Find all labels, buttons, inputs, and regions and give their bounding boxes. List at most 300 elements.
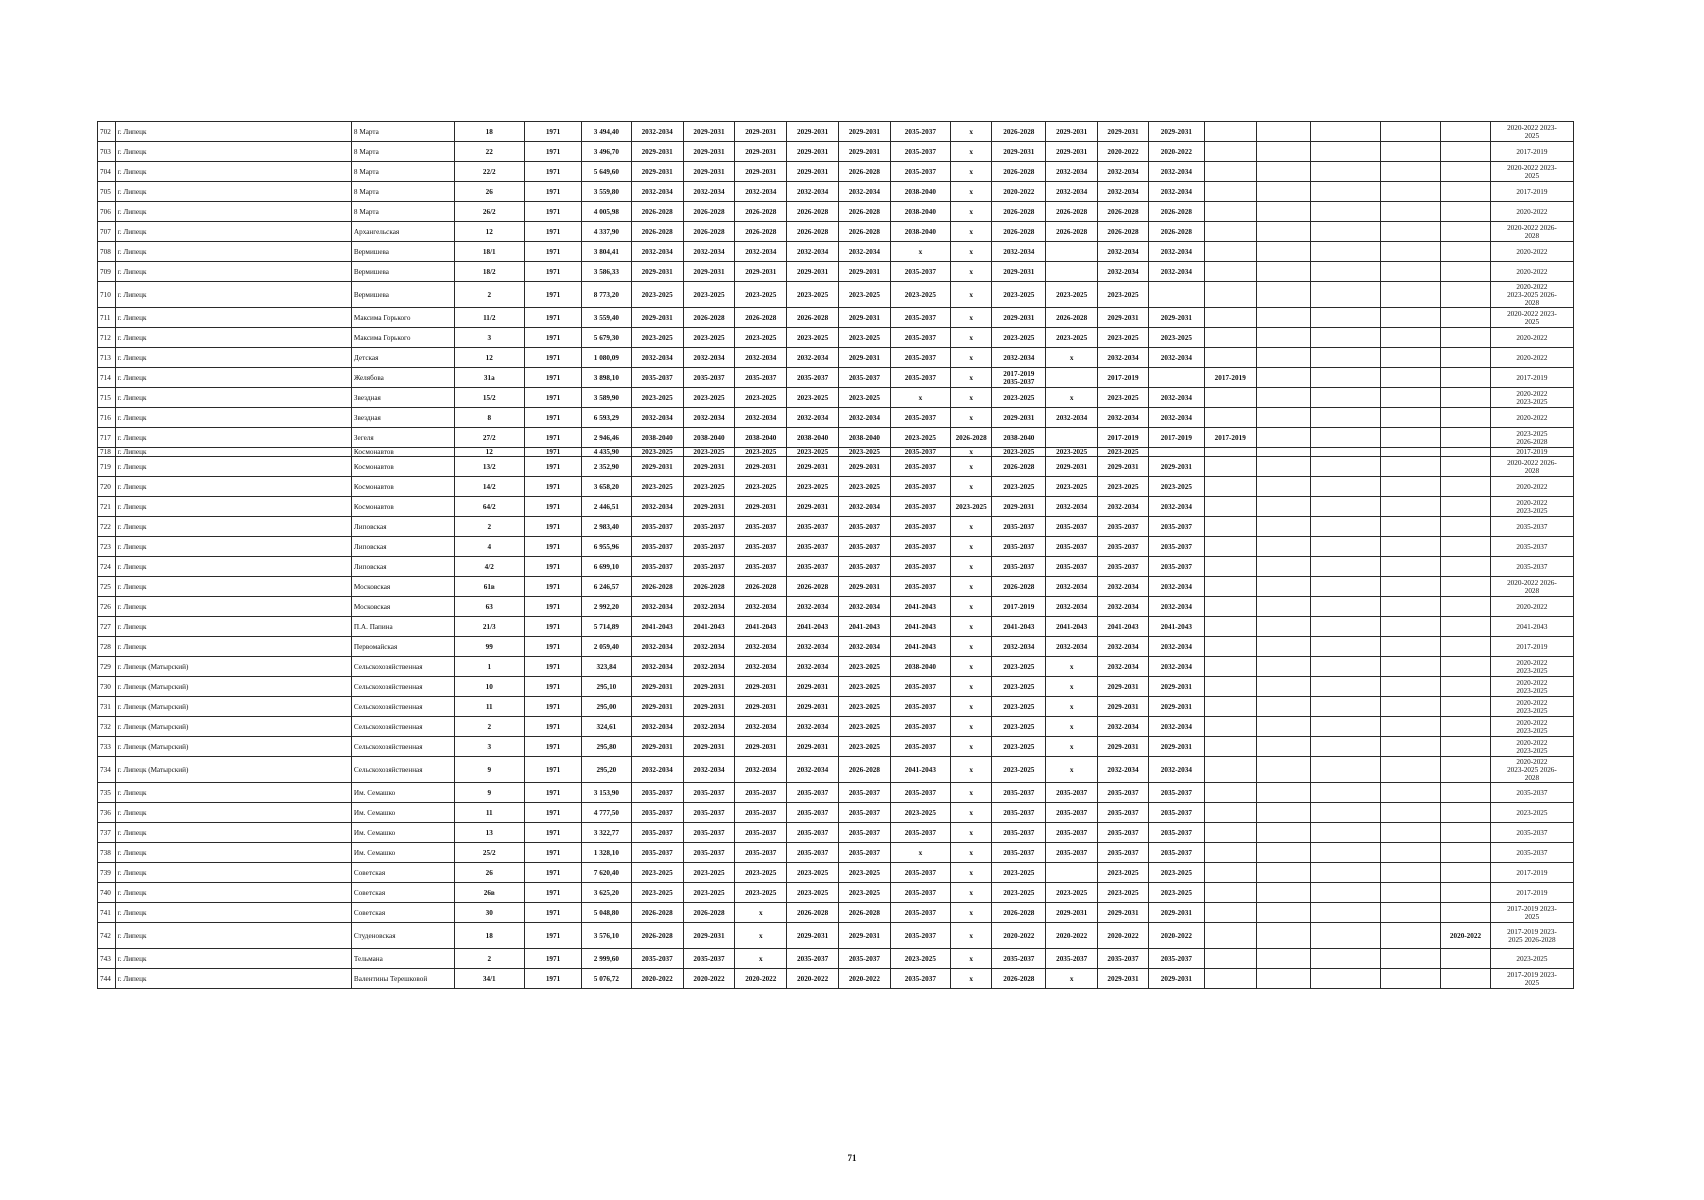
- table-cell: 2029-2031: [839, 262, 891, 282]
- table-cell: 2032-2034: [631, 182, 683, 202]
- table-cell: 742: [98, 923, 116, 949]
- table-cell: [1381, 428, 1441, 448]
- table-cell: 324,61: [582, 717, 632, 737]
- table-cell: x: [890, 843, 950, 863]
- table-cell: 2035-2037: [992, 517, 1046, 537]
- table-cell: 2029-2031: [1098, 903, 1149, 923]
- table-cell: 2029-2031: [787, 457, 839, 477]
- table-cell: [1310, 557, 1380, 577]
- table-cell: 2035-2037: [890, 969, 950, 989]
- table-cell: 2023-2025: [631, 477, 683, 497]
- table-cell: г. Липецк: [115, 803, 351, 823]
- table-row: [98, 697, 1574, 717]
- table-cell: 2023-2025: [839, 328, 891, 348]
- table-cell: 2035-2037: [1098, 949, 1149, 969]
- table-cell: 1971: [525, 142, 582, 162]
- table-cell: 2035-2037: [839, 783, 891, 803]
- table-cell: 2035-2037: [1148, 537, 1204, 557]
- table-cell: 2023-2025: [1148, 863, 1204, 883]
- table-row: [98, 637, 1574, 657]
- table-cell: 2029-2031: [631, 677, 683, 697]
- table-cell: 1971: [525, 408, 582, 428]
- table-cell: 2032-2034: [735, 348, 787, 368]
- table-cell: г. Липецк: [115, 923, 351, 949]
- table-cell: [1204, 697, 1256, 717]
- table-cell: Зегеля: [351, 428, 454, 448]
- table-cell: 2020-2022: [1490, 597, 1573, 617]
- table-cell: 707: [98, 222, 116, 242]
- table-cell: 2032-2034: [1098, 717, 1149, 737]
- table-cell: [1441, 328, 1491, 348]
- table-cell: 709: [98, 262, 116, 282]
- table-cell: [1441, 517, 1491, 537]
- table-cell: x: [950, 883, 991, 903]
- table-cell: Им. Семашко: [351, 803, 454, 823]
- table-cell: [1310, 949, 1380, 969]
- table-cell: 2035-2037: [890, 122, 950, 142]
- table-cell: Максима Горького: [351, 328, 454, 348]
- table-cell: [1256, 428, 1310, 448]
- table-cell: [1381, 577, 1441, 597]
- table-cell: 2017-2019: [992, 597, 1046, 617]
- table-cell: 4 435,90: [582, 448, 632, 457]
- table-cell: 2026-2028: [683, 222, 735, 242]
- table-cell: [1256, 717, 1310, 737]
- table-cell: 2032-2034: [735, 637, 787, 657]
- table-cell: 2032-2034: [1098, 182, 1149, 202]
- table-cell: 2029-2031: [1148, 697, 1204, 717]
- table-cell: 2035-2037: [631, 517, 683, 537]
- table-cell: [1381, 803, 1441, 823]
- table-cell: 2017-2019: [1148, 428, 1204, 448]
- table-cell: г. Липецк: [115, 348, 351, 368]
- table-cell: [1310, 617, 1380, 637]
- table-cell: 2032-2034: [992, 242, 1046, 262]
- table-cell: 2020-2022: [1046, 923, 1098, 949]
- table-cell: 2026-2028: [631, 923, 683, 949]
- table-cell: 4: [454, 537, 524, 557]
- table-cell: 2035-2037: [890, 883, 950, 903]
- table-cell: 2035-2037: [787, 949, 839, 969]
- table-cell: 1971: [525, 262, 582, 282]
- table-cell: 704: [98, 162, 116, 182]
- table-cell: 61в: [454, 577, 524, 597]
- table-cell: Тельмана: [351, 949, 454, 969]
- table-cell: 2029-2031: [683, 697, 735, 717]
- table-cell: 12: [454, 448, 524, 457]
- table-cell: 2038-2040: [631, 428, 683, 448]
- table-cell: 2035-2037: [992, 823, 1046, 843]
- table-cell: 5 714,89: [582, 617, 632, 637]
- table-cell: Липовская: [351, 537, 454, 557]
- table-cell: x: [1046, 717, 1098, 737]
- table-cell: г. Липецк: [115, 517, 351, 537]
- table-cell: 2029-2031: [787, 677, 839, 697]
- table-cell: 2023-2025 2026-2028: [1490, 428, 1573, 448]
- table-cell: 1971: [525, 282, 582, 308]
- table-cell: [1381, 843, 1441, 863]
- table-cell: Желябова: [351, 368, 454, 388]
- table-cell: [1381, 949, 1441, 969]
- table-cell: 2032-2034: [631, 637, 683, 657]
- table-cell: 2032-2034: [1148, 162, 1204, 182]
- table-cell: [1441, 617, 1491, 637]
- table-cell: x: [950, 737, 991, 757]
- table-cell: 2023-2025: [683, 388, 735, 408]
- table-cell: 2032-2034: [1046, 162, 1098, 182]
- table-cell: [1310, 122, 1380, 142]
- table-cell: 2041-2043: [839, 617, 891, 637]
- table-cell: [1204, 823, 1256, 843]
- table-cell: 1971: [525, 783, 582, 803]
- table-cell: 2035-2037: [787, 368, 839, 388]
- table-cell: 2038-2040: [890, 182, 950, 202]
- table-row: [98, 617, 1574, 637]
- table-cell: 2035-2037: [1148, 783, 1204, 803]
- table-cell: 2020-2022 2023-2025: [1490, 657, 1573, 677]
- table-cell: 723: [98, 537, 116, 557]
- table-cell: 2035-2037: [992, 783, 1046, 803]
- table-cell: 2026-2028: [992, 202, 1046, 222]
- table-row: [98, 348, 1574, 368]
- table-cell: 31а: [454, 368, 524, 388]
- table-cell: 2023-2025: [1490, 949, 1573, 969]
- table-cell: [1381, 883, 1441, 903]
- table-cell: 2035-2037: [735, 557, 787, 577]
- table-cell: 2026-2028: [631, 222, 683, 242]
- table-cell: [1441, 697, 1491, 717]
- table-cell: 2035-2037: [683, 783, 735, 803]
- table-cell: 2029-2031: [787, 737, 839, 757]
- table-cell: [1310, 308, 1380, 328]
- table-cell: x: [1046, 388, 1098, 408]
- table-cell: 2023-2025: [735, 863, 787, 883]
- table-cell: [1204, 949, 1256, 969]
- table-cell: 2035-2037: [890, 308, 950, 328]
- table-cell: 2032-2034: [1098, 657, 1149, 677]
- table-cell: Липовская: [351, 517, 454, 537]
- table-cell: x: [1046, 757, 1098, 783]
- table-cell: 2023-2025: [839, 677, 891, 697]
- table-cell: г. Липецк: [115, 162, 351, 182]
- table-cell: [1310, 823, 1380, 843]
- table-cell: 2017-2019: [1490, 863, 1573, 883]
- table-cell: 2035-2037: [631, 537, 683, 557]
- table-cell: 2035-2037: [683, 368, 735, 388]
- table-row: [98, 182, 1574, 202]
- table-cell: 2020-2022 2023-2025: [1490, 737, 1573, 757]
- table-cell: 21/3: [454, 617, 524, 637]
- table-row: [98, 497, 1574, 517]
- table-cell: x: [950, 222, 991, 242]
- table-cell: 2023-2025: [890, 803, 950, 823]
- table-cell: 2020-2022 2023-2025: [1490, 717, 1573, 737]
- table-cell: 2023-2025: [890, 428, 950, 448]
- table-cell: 2035-2037: [890, 368, 950, 388]
- table-cell: 6 593,29: [582, 408, 632, 428]
- table-cell: 728: [98, 637, 116, 657]
- table-cell: [1204, 657, 1256, 677]
- table-cell: 2029-2031: [992, 308, 1046, 328]
- table-cell: 2032-2034: [631, 757, 683, 783]
- table-cell: 2023-2025: [735, 282, 787, 308]
- table-cell: 2029-2031: [683, 122, 735, 142]
- table-cell: 2032-2034: [1148, 757, 1204, 783]
- table-cell: [1204, 448, 1256, 457]
- table-cell: 2 446,51: [582, 497, 632, 517]
- table-cell: Московская: [351, 577, 454, 597]
- table-cell: [1381, 969, 1441, 989]
- table-cell: 2041-2043: [890, 637, 950, 657]
- table-cell: 2023-2025: [839, 737, 891, 757]
- table-cell: 2020-2022 2023-2025: [1490, 697, 1573, 717]
- table-cell: 2035-2037: [890, 717, 950, 737]
- table-cell: 2023-2025: [1098, 388, 1149, 408]
- table-cell: 2035-2037: [839, 557, 891, 577]
- table-cell: [1381, 142, 1441, 162]
- table-cell: 2035-2037: [631, 557, 683, 577]
- table-cell: x: [950, 577, 991, 597]
- table-cell: [1256, 262, 1310, 282]
- table-cell: 738: [98, 843, 116, 863]
- table-row: [98, 222, 1574, 242]
- table-cell: 735: [98, 783, 116, 803]
- table-cell: 2023-2025: [1490, 803, 1573, 823]
- table-cell: 22/2: [454, 162, 524, 182]
- table-cell: x: [950, 122, 991, 142]
- table-cell: 2017-2019: [1490, 448, 1573, 457]
- table-cell: 2035-2037: [992, 557, 1046, 577]
- table-cell: 64/2: [454, 497, 524, 517]
- table-cell: x: [950, 537, 991, 557]
- table-cell: [1441, 242, 1491, 262]
- table-cell: 1971: [525, 477, 582, 497]
- table-cell: [1310, 803, 1380, 823]
- table-cell: [1256, 457, 1310, 477]
- table-cell: 5 679,30: [582, 328, 632, 348]
- table-cell: 3 494,40: [582, 122, 632, 142]
- table-cell: 2023-2025: [839, 883, 891, 903]
- table-cell: 2038-2040: [890, 657, 950, 677]
- table-cell: x: [950, 328, 991, 348]
- table-cell: [1256, 883, 1310, 903]
- table-cell: 2026-2028: [683, 903, 735, 923]
- table-cell: 2029-2031: [631, 162, 683, 182]
- table-cell: 1971: [525, 448, 582, 457]
- table-cell: 2023-2025: [683, 477, 735, 497]
- table-cell: 2041-2043: [890, 617, 950, 637]
- table-cell: 1971: [525, 883, 582, 903]
- table-row: [98, 903, 1574, 923]
- table-cell: 1971: [525, 182, 582, 202]
- table-cell: [1381, 448, 1441, 457]
- table-cell: 2032-2034: [683, 717, 735, 737]
- table-cell: 1971: [525, 677, 582, 697]
- table-cell: 2029-2031: [1046, 122, 1098, 142]
- table-cell: г. Липецк: [115, 617, 351, 637]
- table-cell: x: [950, 863, 991, 883]
- table-cell: [1256, 517, 1310, 537]
- table-cell: Им. Семашко: [351, 783, 454, 803]
- table-cell: 2029-2031: [1046, 903, 1098, 923]
- table-cell: 2023-2025: [787, 328, 839, 348]
- table-cell: 2035-2037: [890, 408, 950, 428]
- table-row: [98, 597, 1574, 617]
- table-cell: x: [950, 477, 991, 497]
- table-cell: г. Липецк (Матырский): [115, 717, 351, 737]
- table-row: [98, 242, 1574, 262]
- table-cell: 30: [454, 903, 524, 923]
- table-cell: 2035-2037: [787, 517, 839, 537]
- table-cell: 2035-2037: [839, 368, 891, 388]
- table-cell: 2032-2034: [787, 242, 839, 262]
- table-cell: 2032-2034: [1098, 757, 1149, 783]
- table-cell: [1256, 697, 1310, 717]
- table-cell: [1310, 477, 1380, 497]
- table-cell: 2032-2034: [735, 597, 787, 617]
- table-cell: [1381, 457, 1441, 477]
- table-cell: Московская: [351, 597, 454, 617]
- table-cell: [1310, 597, 1380, 617]
- table-cell: 2029-2031: [992, 142, 1046, 162]
- table-cell: 2035-2037: [890, 923, 950, 949]
- table-cell: 2020-2022: [1490, 408, 1573, 428]
- table-cell: 2029-2031: [631, 457, 683, 477]
- table-cell: 2032-2034: [787, 182, 839, 202]
- table-cell: 3 153,90: [582, 783, 632, 803]
- table-cell: 702: [98, 122, 116, 142]
- table-cell: 2035-2037: [1490, 843, 1573, 863]
- table-row: [98, 477, 1574, 497]
- table-cell: 734: [98, 757, 116, 783]
- table-cell: 2 059,40: [582, 637, 632, 657]
- table-cell: 2035-2037: [1490, 517, 1573, 537]
- table-cell: 2020-2022: [787, 969, 839, 989]
- table-cell: г. Липецк: [115, 282, 351, 308]
- table-cell: 2026-2028: [1098, 202, 1149, 222]
- table-cell: 1971: [525, 823, 582, 843]
- table-cell: 2035-2037: [890, 457, 950, 477]
- table-cell: [1204, 903, 1256, 923]
- table-cell: [1204, 222, 1256, 242]
- table-cell: г. Липецк: [115, 843, 351, 863]
- table-cell: [1256, 222, 1310, 242]
- table-cell: 2026-2028: [787, 202, 839, 222]
- table-cell: 3 589,90: [582, 388, 632, 408]
- table-cell: 2023-2025: [787, 863, 839, 883]
- table-cell: 2032-2034: [735, 408, 787, 428]
- table-cell: 2029-2031: [992, 408, 1046, 428]
- table-cell: [1381, 737, 1441, 757]
- table-cell: [1256, 863, 1310, 883]
- table-cell: [1046, 262, 1098, 282]
- table-cell: 2041-2043: [1490, 617, 1573, 637]
- table-cell: 2035-2037: [787, 783, 839, 803]
- table-cell: [1441, 368, 1491, 388]
- table-cell: 5 076,72: [582, 969, 632, 989]
- table-cell: 2020-2022: [1490, 348, 1573, 368]
- table-cell: [1441, 969, 1491, 989]
- table-cell: [1310, 388, 1380, 408]
- table-cell: 2032-2034: [1046, 497, 1098, 517]
- table-cell: 2032-2034: [1148, 637, 1204, 657]
- table-cell: 2029-2031: [683, 923, 735, 949]
- table-cell: 6 955,96: [582, 537, 632, 557]
- table-cell: 26/2: [454, 202, 524, 222]
- table-cell: г. Липецк: [115, 388, 351, 408]
- table-cell: 2032-2034: [631, 408, 683, 428]
- table-cell: 2035-2037: [631, 949, 683, 969]
- table-cell: 2023-2025: [992, 388, 1046, 408]
- table-cell: 2029-2031: [631, 262, 683, 282]
- table-cell: 2032-2034: [683, 637, 735, 657]
- table-cell: 2032-2034: [1148, 348, 1204, 368]
- table-cell: Вермишева: [351, 262, 454, 282]
- table-cell: [1310, 182, 1380, 202]
- table-cell: [1381, 388, 1441, 408]
- table-cell: 2032-2034: [1098, 162, 1149, 182]
- table-cell: 2023-2025: [735, 883, 787, 903]
- table-cell: x: [1046, 737, 1098, 757]
- table-cell: x: [950, 408, 991, 428]
- table-cell: 8 Марта: [351, 142, 454, 162]
- table-cell: x: [950, 242, 991, 262]
- table-cell: [1441, 388, 1491, 408]
- table-cell: 13: [454, 823, 524, 843]
- table-cell: 3: [454, 328, 524, 348]
- table-cell: 18: [454, 122, 524, 142]
- table-cell: 2023-2025: [992, 757, 1046, 783]
- table-cell: [1204, 182, 1256, 202]
- table-cell: 2032-2034: [1098, 262, 1149, 282]
- table-cell: 2029-2031: [787, 697, 839, 717]
- table-cell: x: [950, 282, 991, 308]
- table-cell: [1204, 597, 1256, 617]
- table-cell: г. Липецк: [115, 783, 351, 803]
- table-cell: 2023-2025: [1046, 448, 1098, 457]
- table-cell: x: [950, 262, 991, 282]
- table-cell: [1441, 783, 1491, 803]
- table-cell: [1441, 348, 1491, 368]
- table-cell: 744: [98, 969, 116, 989]
- table-cell: 1971: [525, 457, 582, 477]
- table-cell: 711: [98, 308, 116, 328]
- table-cell: 2023-2025: [890, 282, 950, 308]
- table-cell: 2029-2031: [631, 697, 683, 717]
- table-cell: 2029-2031: [1098, 697, 1149, 717]
- table-cell: 2023-2025: [631, 388, 683, 408]
- table-cell: Советская: [351, 883, 454, 903]
- table-cell: x: [950, 637, 991, 657]
- table-cell: x: [1046, 657, 1098, 677]
- table-cell: 2029-2031: [735, 697, 787, 717]
- table-cell: x: [735, 923, 787, 949]
- table-cell: 2023-2025: [992, 328, 1046, 348]
- table-cell: 2035-2037: [1098, 557, 1149, 577]
- table-cell: г. Липецк: [115, 222, 351, 242]
- table-cell: 2023-2025: [1046, 883, 1098, 903]
- table-cell: 18/1: [454, 242, 524, 262]
- table-cell: 2035-2037: [1098, 517, 1149, 537]
- table-cell: 2029-2031: [839, 308, 891, 328]
- table-cell: 9: [454, 757, 524, 783]
- table-cell: 2029-2031: [787, 262, 839, 282]
- table-cell: 721: [98, 497, 116, 517]
- table-cell: x: [950, 783, 991, 803]
- table-cell: x: [950, 969, 991, 989]
- table-cell: 2029-2031: [735, 262, 787, 282]
- table-cell: г. Липецк: [115, 477, 351, 497]
